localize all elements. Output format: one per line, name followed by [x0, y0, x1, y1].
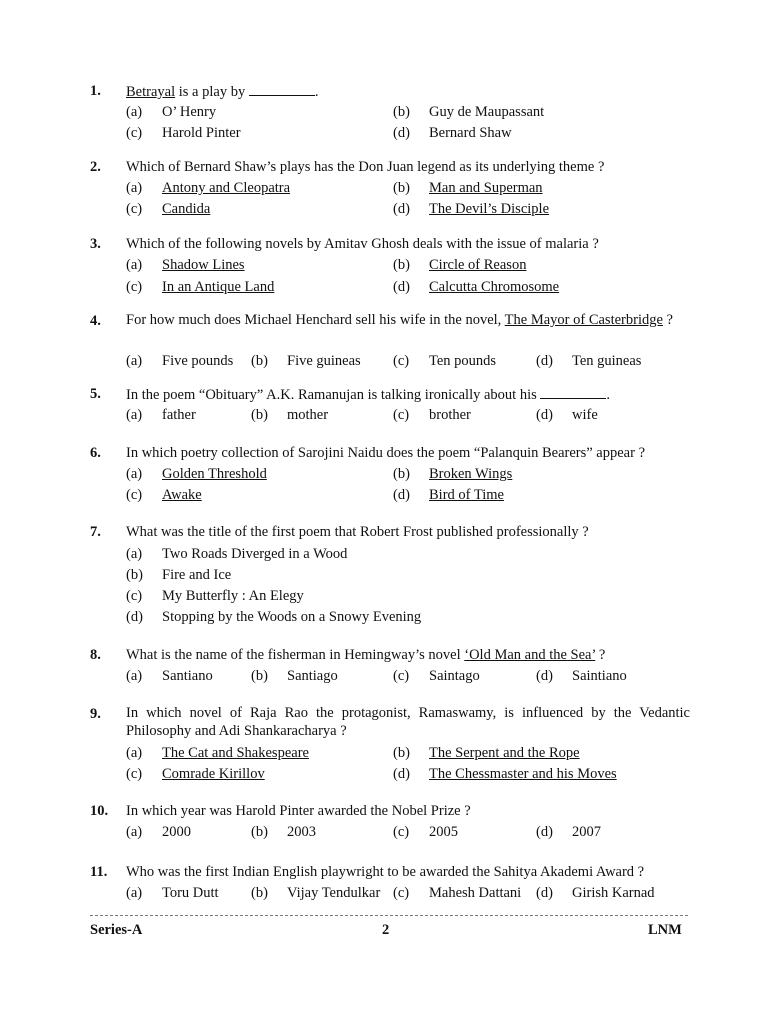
question-number: 7. [90, 524, 101, 540]
option-label: (b) [393, 257, 410, 273]
option-text: Vijay Tendulkar [287, 885, 381, 901]
option-label: (c) [126, 487, 143, 503]
option-label: (d) [393, 201, 410, 217]
option-label: (c) [126, 125, 143, 141]
option-label: (b) [393, 745, 410, 761]
question-2 [90, 157, 690, 217]
option-label: (a) [126, 745, 143, 761]
option-label: (a) [126, 180, 143, 196]
question-1 [90, 81, 690, 141]
option-text: My Butterfly : An Elegy [162, 588, 304, 604]
option-label: (c) [126, 201, 143, 217]
answer-blank [540, 384, 606, 399]
option-text: The Devil’s Disciple [429, 201, 550, 217]
option-label: (a) [126, 257, 143, 273]
option-text: Awake [162, 487, 202, 503]
option-text: Toru Dutt [162, 885, 219, 901]
question-10 [90, 801, 690, 843]
option-label: (a) [126, 353, 143, 369]
option-label: (b) [393, 466, 410, 482]
option-label: (b) [251, 407, 268, 423]
option-text: Stopping by the Woods on a Snowy Evening [162, 609, 422, 625]
option-label: (d) [393, 279, 410, 295]
option-text: Harold Pinter [162, 125, 241, 141]
stem-text: What is the name of the fisherman in Hemingway’s novel [126, 647, 465, 663]
option-text: father [162, 407, 196, 423]
option-label: (b) [251, 885, 268, 901]
option-text: Comrade Kirillov [162, 766, 265, 782]
option-text: brother [429, 407, 471, 423]
option-label: (d) [126, 609, 143, 625]
option-label: (d) [536, 885, 553, 901]
stem-text: . [606, 387, 610, 403]
option-label: (c) [126, 588, 143, 604]
question-stem: In which novel of Raja Rao the protagonist, Ramaswamy, is influenced by the Vedantic Philosophy and Adi Shankaracharya ? [126, 705, 690, 739]
option-text: Man and Superman [429, 180, 543, 196]
stem-text: . [314, 84, 319, 100]
option-text: Ten guineas [572, 353, 642, 369]
option-text: Five pounds [162, 353, 234, 369]
option-text: Bird of Time [429, 487, 504, 503]
option-label: (b) [251, 824, 268, 840]
question-stem [126, 311, 690, 330]
option-label: (d) [393, 125, 410, 141]
question-stem: In which poetry collection of Sarojini Naidu does the poem “Palanquin Bearers” appear ? [126, 445, 646, 461]
question-11 [90, 862, 690, 904]
question-number: 5. [90, 386, 101, 402]
option-label: (b) [393, 180, 410, 196]
title-underlined: The Mayor of Casterbridge [504, 312, 663, 328]
question-8 [90, 645, 690, 687]
question-stem [126, 384, 690, 405]
option-label: (d) [536, 407, 553, 423]
option-text: Antony and Cleopatra [162, 180, 291, 196]
option-text: Fire and Ice [162, 567, 232, 583]
option-label: (b) [393, 104, 410, 120]
option-text: Candida [162, 201, 211, 217]
question-stem: What was the title of the first poem that Robert Frost published professionally ? [126, 524, 589, 540]
footer-page-number: 2 [382, 922, 390, 938]
question-stem [126, 81, 690, 102]
option-text: The Serpent and the Rope [429, 745, 580, 761]
stem-text: ? [595, 647, 606, 663]
option-text: Shadow Lines [162, 257, 245, 273]
option-text: wife [572, 407, 598, 423]
option-text: Mahesh Dattani [429, 885, 522, 901]
option-text: Broken Wings [429, 466, 513, 482]
question-stem: Which of the following novels by Amitav Ghosh deals with the issue of malaria ? [126, 236, 599, 252]
option-text: Saintiano [572, 668, 627, 684]
option-text: 2005 [429, 824, 458, 840]
option-label: (c) [126, 279, 143, 295]
option-text: Two Roads Diverged in a Wood [162, 546, 348, 562]
answer-blank [249, 81, 315, 96]
option-label: (a) [126, 407, 143, 423]
option-text: 2000 [162, 824, 191, 840]
option-text: Saintago [429, 668, 480, 684]
option-label: (b) [251, 353, 268, 369]
option-label: (c) [393, 824, 410, 840]
option-label: (d) [536, 353, 553, 369]
question-number: 4. [90, 313, 101, 329]
option-text: Bernard Shaw [429, 125, 512, 141]
option-text: Golden Threshold [162, 466, 267, 482]
stem-text: is a play by [175, 84, 249, 100]
option-text: Five guineas [287, 353, 361, 369]
question-number: 10. [90, 803, 109, 819]
title-underlined: ‘Old Man and the Sea’ [464, 647, 596, 663]
footer-divider [90, 915, 688, 916]
option-text: The Cat and Shakespeare [162, 745, 309, 761]
option-label: (a) [126, 668, 143, 684]
stem-text: ? [662, 312, 673, 328]
question-stem [126, 645, 690, 665]
option-label: (a) [126, 546, 143, 562]
option-text: Santiago [287, 668, 338, 684]
question-9 [90, 704, 690, 784]
footer-code: LNM [648, 922, 682, 938]
question-4 [90, 311, 690, 371]
question-number: 3. [90, 236, 101, 252]
option-text: In an Antique Land [162, 279, 275, 295]
stem-text: In the poem “Obituary” A.K. Ramanujan is talking ironically about his [126, 387, 541, 403]
question-3 [90, 234, 690, 294]
option-text: Girish Karnad [572, 885, 655, 901]
option-text: Santiano [162, 668, 213, 684]
question-7 [90, 522, 690, 626]
stem-text: For how much does Michael Henchard sell his wife in the novel, [126, 312, 505, 328]
option-text: mother [287, 407, 329, 423]
option-text: The Chessmaster and his Moves [429, 766, 617, 782]
option-label: (c) [393, 407, 410, 423]
question-5 [90, 384, 690, 426]
question-number: 11. [90, 864, 108, 880]
option-label: (a) [126, 824, 143, 840]
option-text: O’ Henry [162, 104, 217, 120]
option-label: (a) [126, 885, 143, 901]
option-text: Circle of Reason [429, 257, 527, 273]
option-label: (c) [393, 668, 410, 684]
footer-series: Series-A [90, 922, 143, 938]
option-label: (c) [393, 353, 410, 369]
option-label: (c) [393, 885, 410, 901]
option-text: Ten pounds [429, 353, 497, 369]
option-text: 2007 [572, 824, 601, 840]
question-number: 8. [90, 647, 101, 663]
question-number: 6. [90, 445, 101, 461]
question-number: 9. [90, 706, 101, 722]
option-text: Guy de Maupassant [429, 104, 545, 120]
question-6 [90, 443, 690, 505]
option-label: (b) [126, 567, 143, 583]
question-stem: Who was the first Indian English playwright to be awarded the Sahitya Akademi Award ? [126, 864, 645, 880]
option-label: (b) [251, 668, 268, 684]
option-text: Calcutta Chromosome [429, 279, 560, 295]
question-stem: Which of Bernard Shaw’s plays has the Don Juan legend as its underlying theme ? [126, 159, 605, 175]
option-label: (d) [393, 766, 410, 782]
option-label: (c) [126, 766, 143, 782]
question-stem: In which year was Harold Pinter awarded the Nobel Prize ? [126, 803, 471, 819]
option-text: 2003 [287, 824, 316, 840]
option-label: (d) [536, 824, 553, 840]
question-number: 1. [90, 83, 101, 99]
option-label: (a) [126, 104, 143, 120]
option-label: (a) [126, 466, 143, 482]
title-underlined: Betrayal [126, 84, 176, 100]
question-number: 2. [90, 159, 101, 175]
option-label: (d) [393, 487, 410, 503]
option-label: (d) [536, 668, 553, 684]
